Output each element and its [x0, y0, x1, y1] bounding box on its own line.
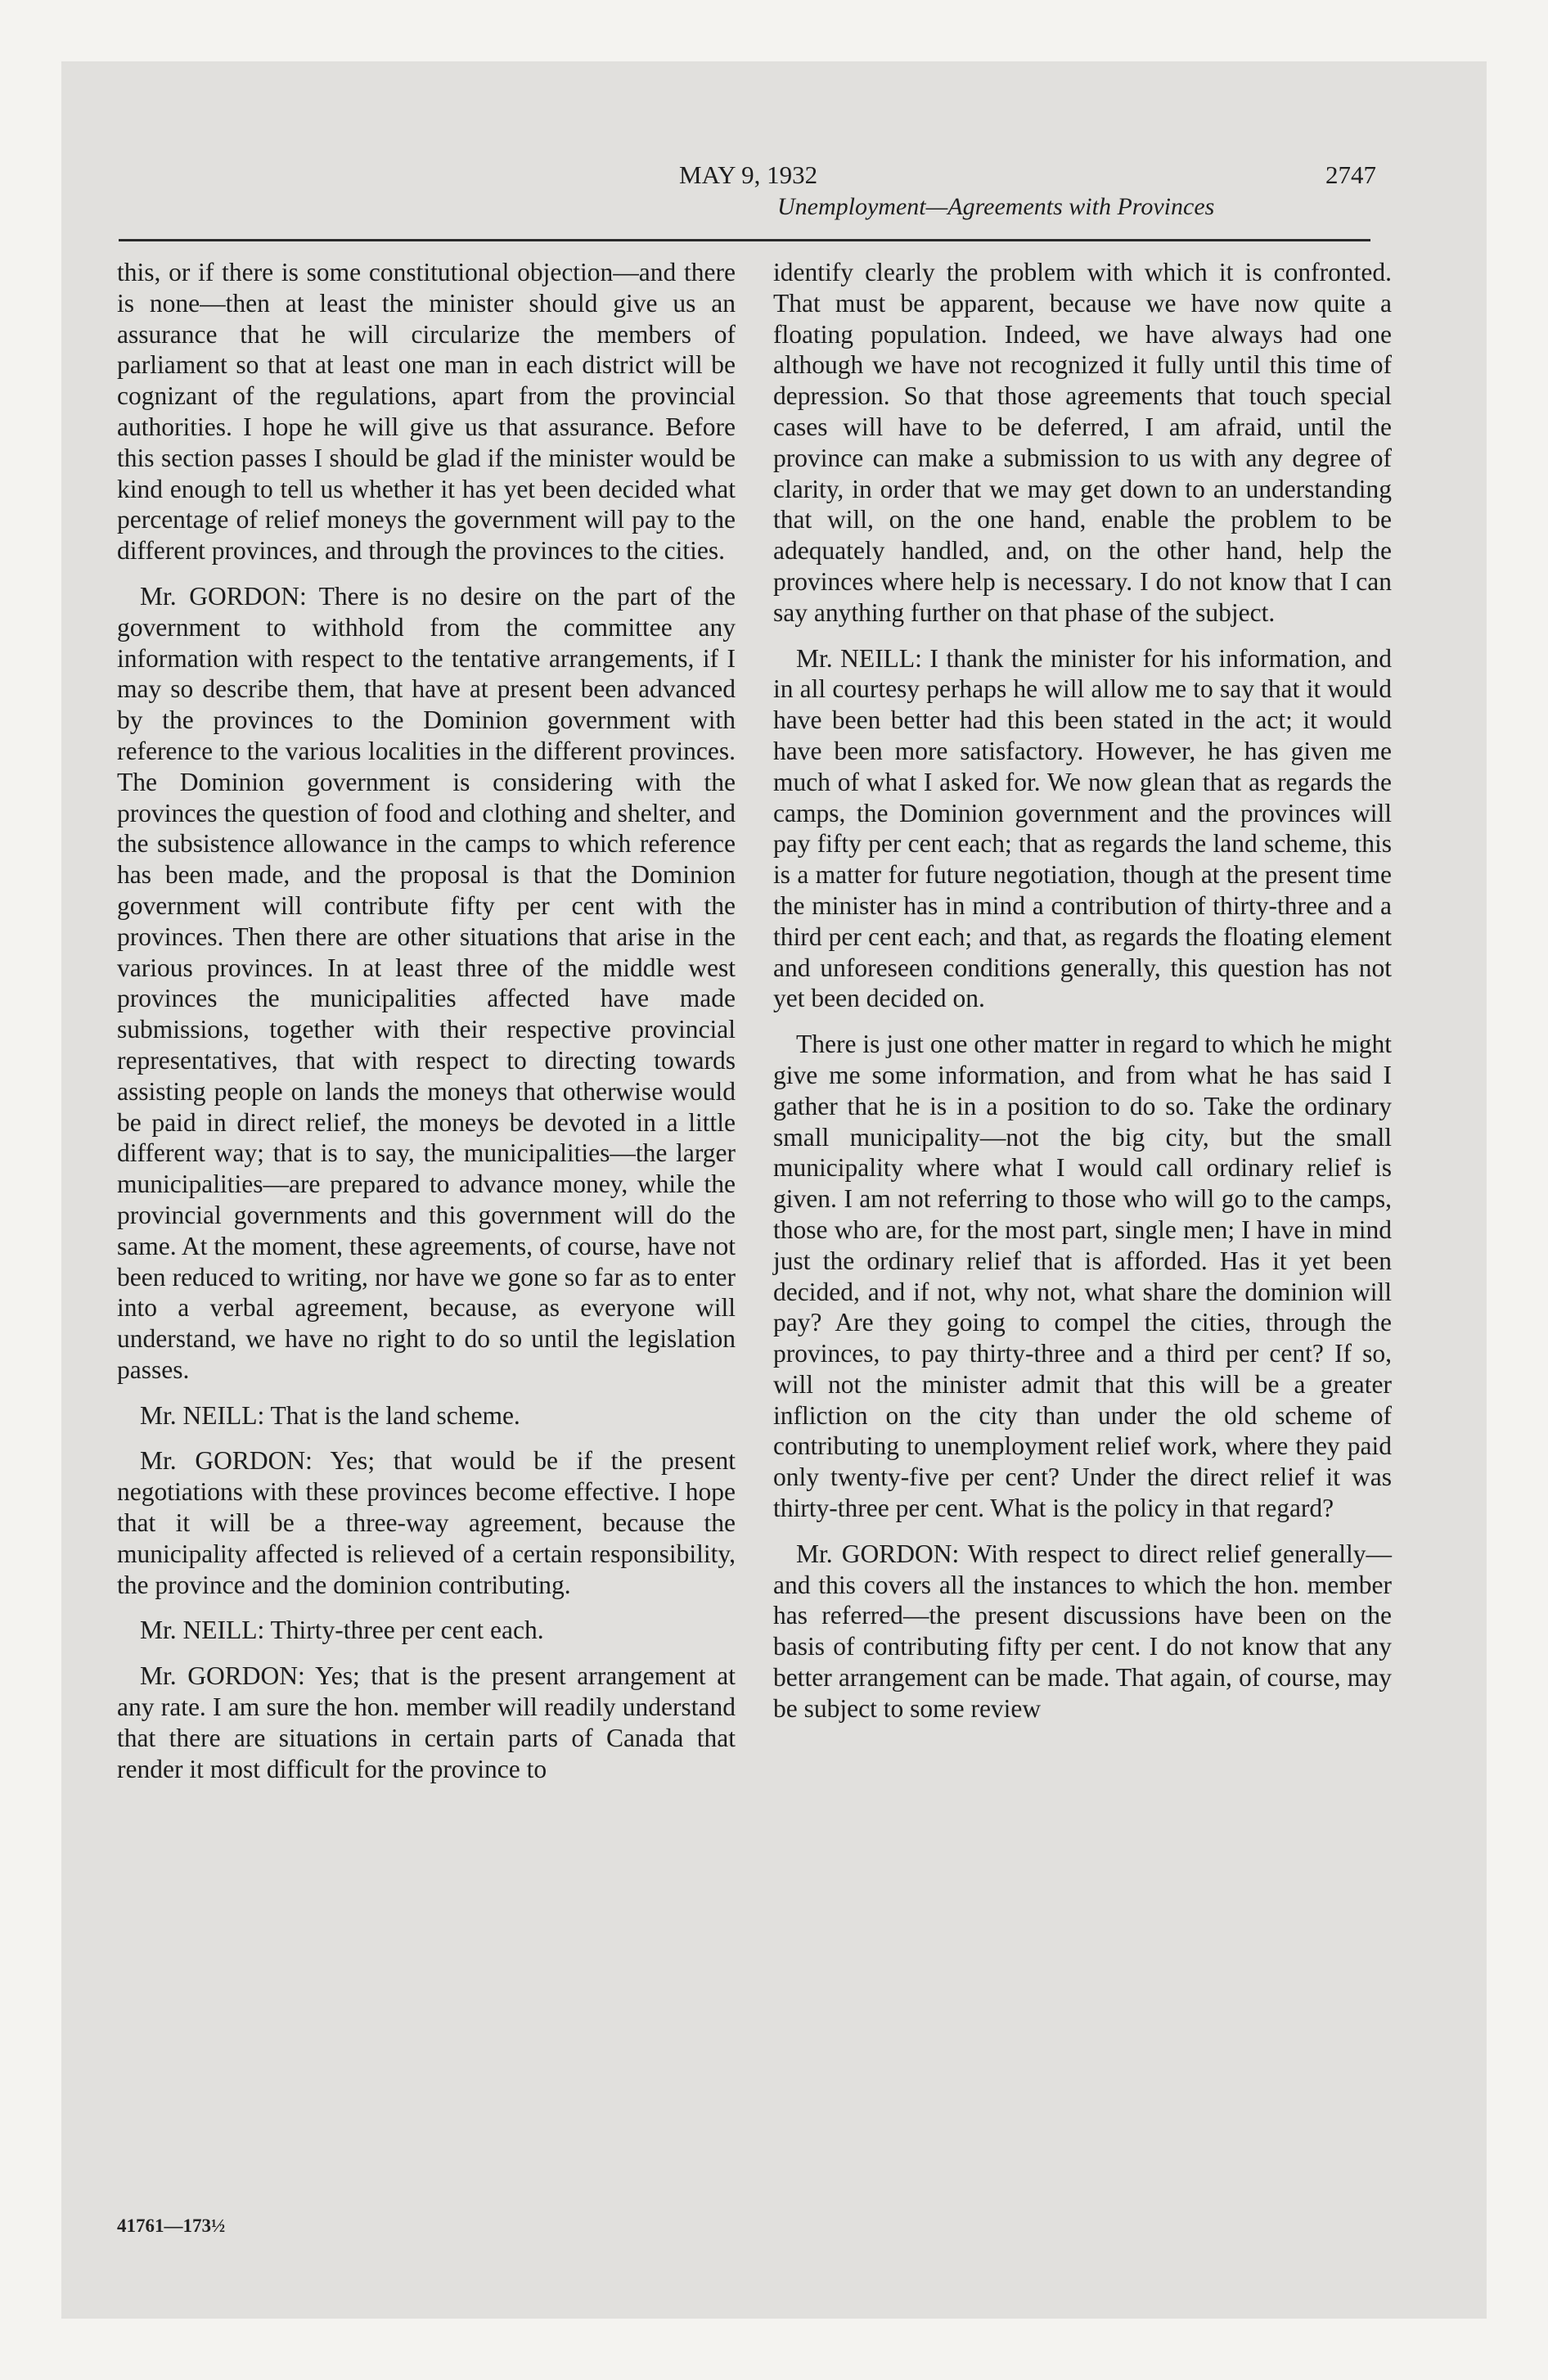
header-date: MAY 9, 1932 [679, 160, 818, 189]
printer-footnote: 41761—173½ [117, 2215, 226, 2236]
paragraph: Mr. GORDON: Yes; that is the present arrangement at any rate. I am sure the hon. member will readily understand that there are situations in certain parts of Canada that render it most difficult for the province to [117, 1661, 736, 1783]
paragraph: There is just one other matter in regard to which he might give me some information, and from what he has said I gather that he is in a position to do so. Take the ordinary small municipality—not the big city, but the small municipality where what I would call ordinary relief is given. I am not referring to those who will go to the camps, those who are, for the most part, single men; I have in mind just the ordinary relief that is afforded. Has it yet been decided, and if not, why not, what share the dominion will pay? Are they going to compel the cities, through the provinces, to pay thirty-three and a third per cent? If so, will not the minister admit that this will be a greater infliction on the city than under the old scheme of contributing to unemployment relief work, where they paid only twenty-five per cent? Under the direct relief it was thirty-three per cent. What is the policy in that regard? [773, 1030, 1392, 1523]
paragraph: Mr. NEILL: I thank the minister for his information, and in all courtesy perhaps he will allow me to say that it would have been better had this been stated in the act; it would have been more satisfactory. However, he has given me much of what I asked for. We now glean that as regards the camps, the Dominion government and the provinces will pay fifty per cent each; that as regards the land scheme, this is a matter for future negotiation, though at the present time the minister has in mind a contribution of thirty-three and a third per cent each; and that, as regards the floating element and unforeseen conditions generally, this question has not yet been decided on. [773, 643, 1392, 1013]
page-number: 2747 [1325, 160, 1376, 189]
left-column [117, 257, 736, 1799]
paragraph: Mr. GORDON: There is no desire on the part of the government to withhold from the committee any information with respect to the tentative arrangements, if I may so describe them, that have at present been advanced by the provinces to the Dominion government with reference to the various localities in the different provinces. The Dominion government is considering with the provinces the question of food and clothing and shelter, and the subsistence allowance in the camps to which reference has been made, and the proposal is that the Dominion government will contribute fifty per cent with the provinces. Then there are other situations that arise in the various provinces. In at least three of the middle west provinces the municipalities affected have made submissions, together with their respective provincial representatives, that with respect to directing towards assisting people on lands the moneys that otherwise would be paid in direct relief, the moneys be devoted in a little different way; that is to say, the municipalities—the larger municipalities—are prepared to advance money, while the provincial governments and this government will do the same. At the moment, these agreements, of course, have not been reduced to writing, nor have we gone so far as to enter into a verbal agreement, because, as everyone will understand, we have no right to do so until the legislation passes. [117, 581, 736, 1384]
header-rule [119, 239, 1370, 241]
paragraph: Mr. NEILL: Thirty-three per cent each. [140, 1616, 544, 1645]
running-title: Unemployment—Agreements with Provinces [777, 193, 1215, 220]
paragraph: Mr. GORDON: With respect to direct relief generally—and this covers all the instances to which the hon. member has referred—the present discussions have been on the basis of contributing fifty per cent. I do not know that any better arrangement can be made. That again, of course, may be subject to some review [773, 1539, 1392, 1723]
paragraph: Mr. NEILL: That is the land scheme. [140, 1400, 520, 1430]
paragraph: Mr. GORDON: Yes; that would be if the present negotiations with these provinces become effective. I hope that it will be a three-way agreement, because the municipality affected is relieved of a certain responsibility, the province and the dominion contributing. [117, 1446, 736, 1599]
paragraph: this, or if there is some constitutional objection—and there is none—then at least the minister should give us an assurance that he will circularize the members of parliament so that at least one man in each district will be cognizant of the regulations, apart from the provincial authorities. I hope he will give us that assurance. Before this section passes I should be glad if the minister would be kind enough to tell us whether it has yet been decided what percentage of relief moneys the government will pay to the different provinces, and through the provinces to the cities. [117, 258, 736, 566]
right-column [773, 257, 1392, 1739]
paragraph: identify clearly the problem with which it is confronted. That must be apparent, because we have now quite a floating population. Indeed, we have always had one although we have not recognized it fully until this time of depression. So that those agreements that touch special cases will have to be deferred, I am afraid, until the province can make a submission to us with any degree of clarity, in order that we may get down to an understanding that will, on the one hand, enable the problem to be adequately handled, and, on the other hand, help the provinces where help is necessary. I do not know that I can say anything further on that phase of the subject. [773, 258, 1392, 627]
